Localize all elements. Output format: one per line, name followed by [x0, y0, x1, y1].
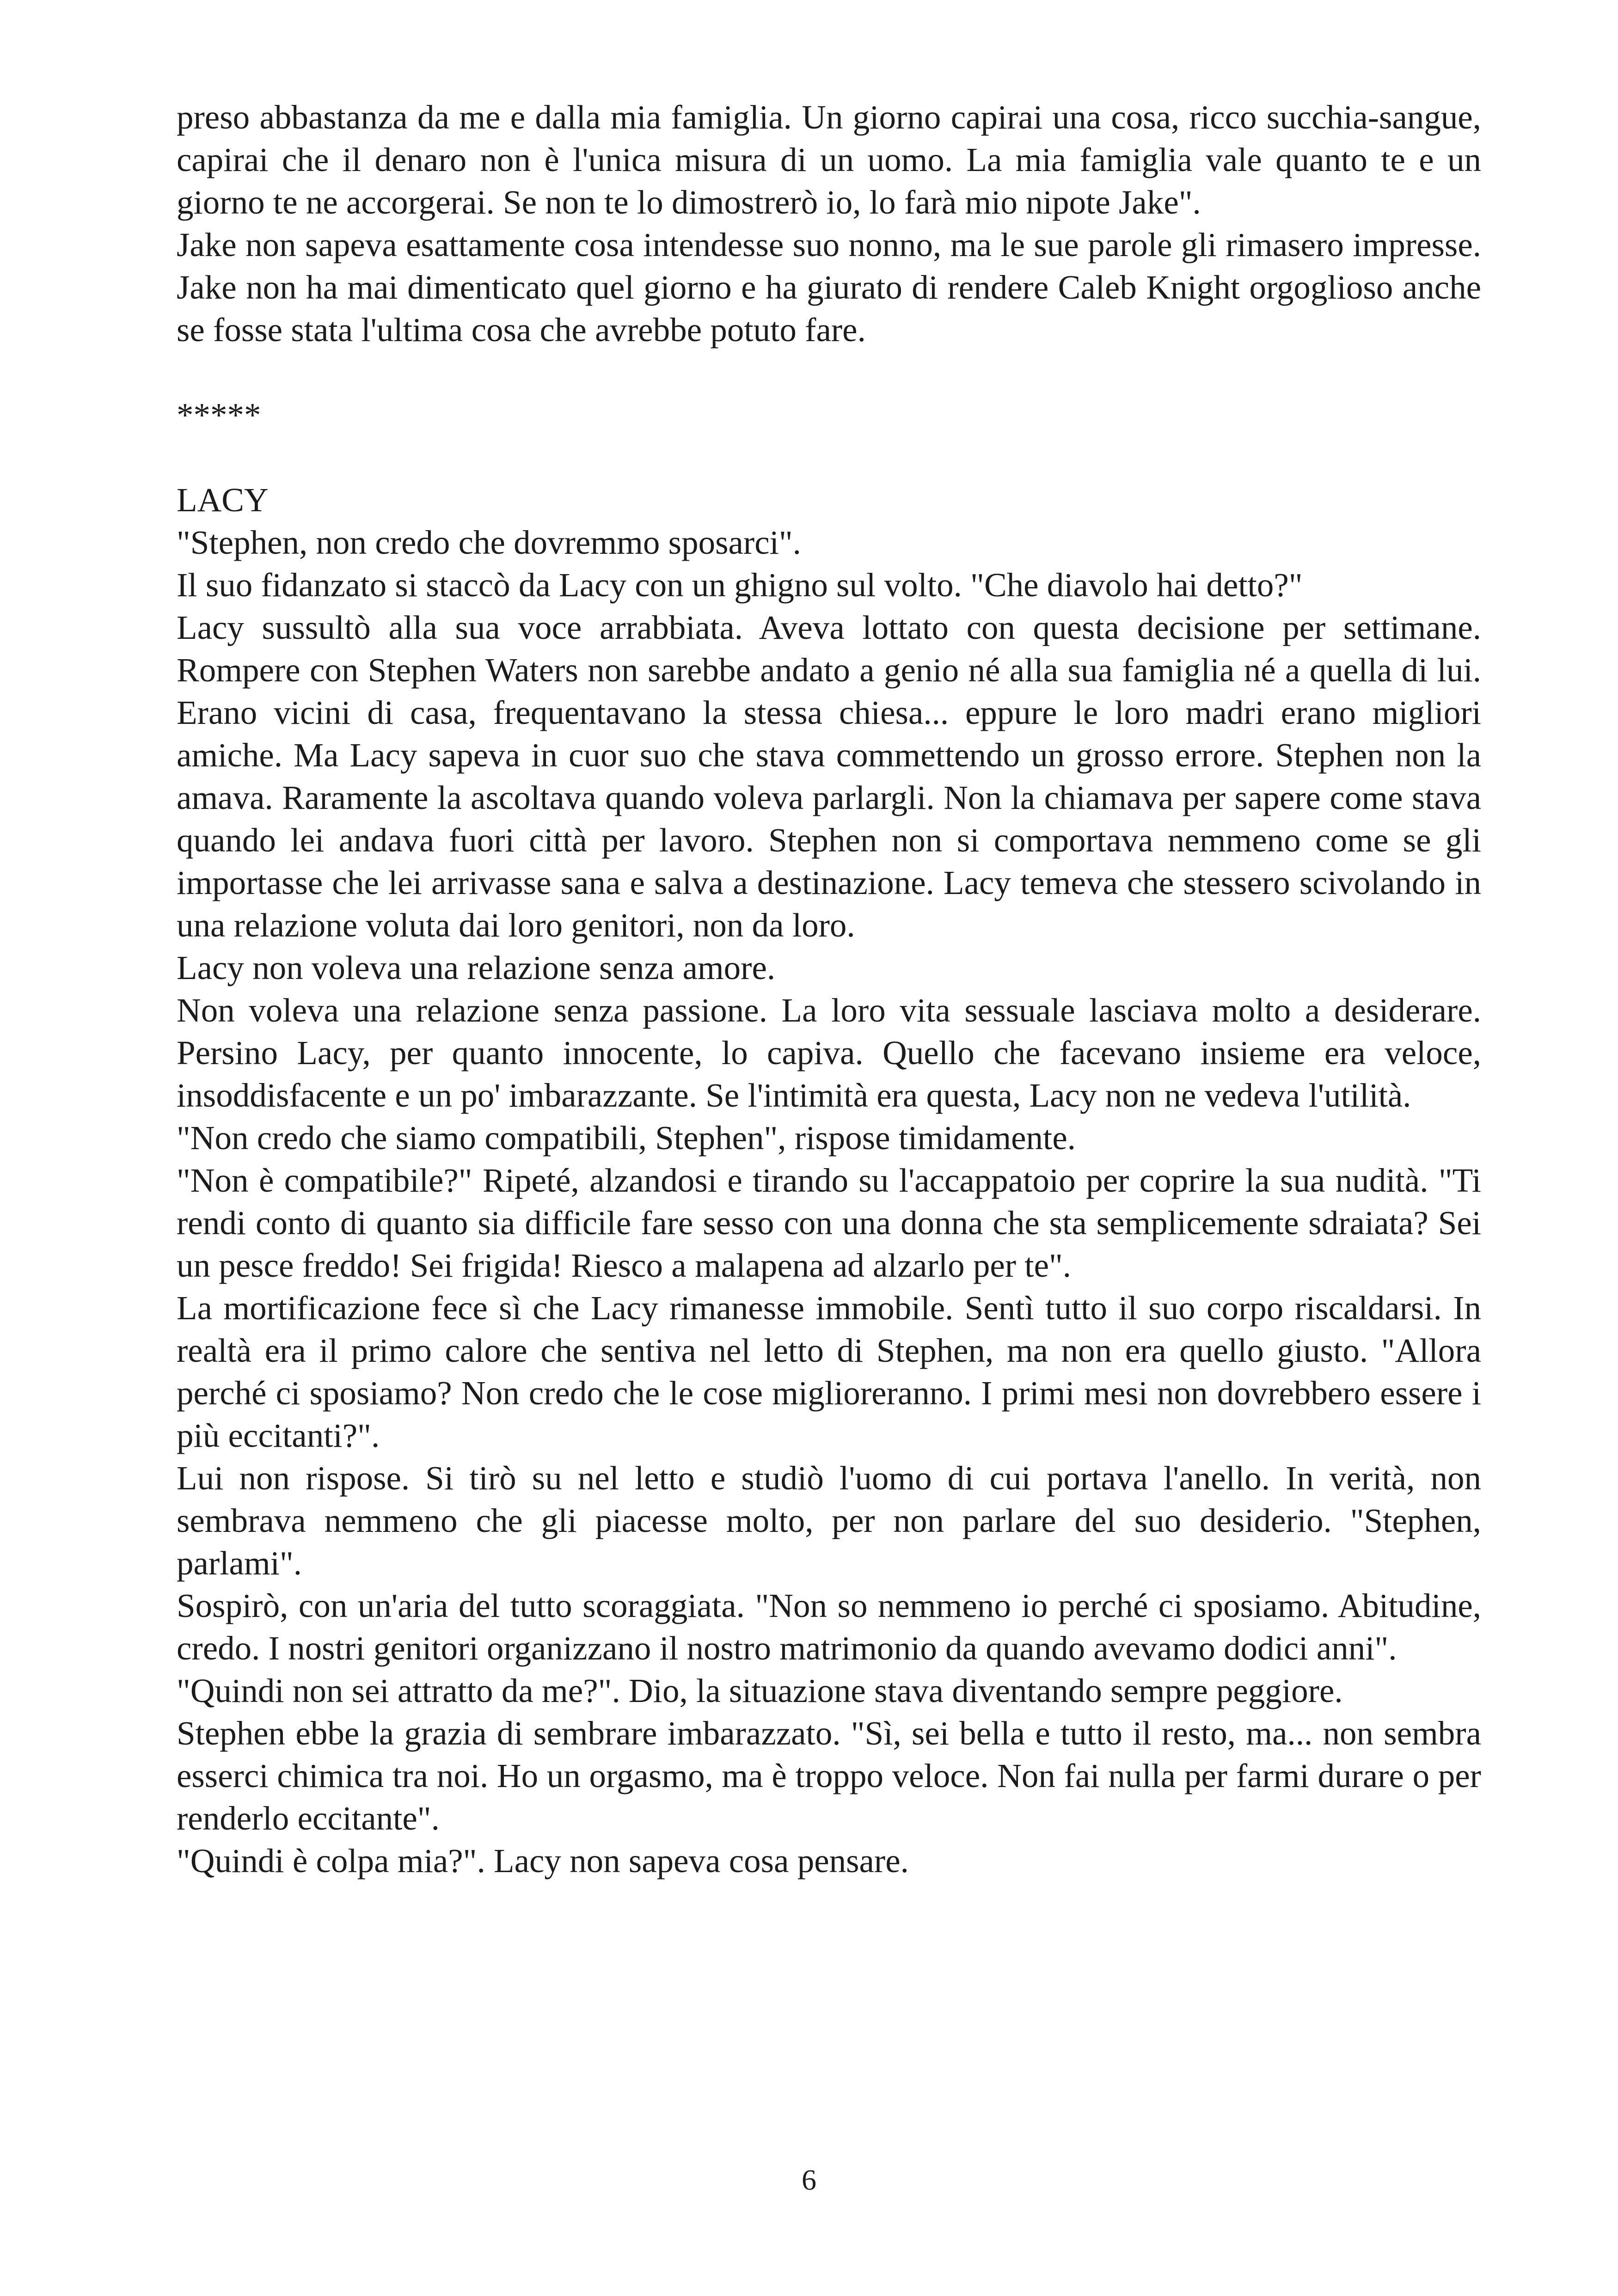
- blank-line: [177, 351, 1481, 394]
- paragraph: Stephen ebbe la grazia di sembrare imbarazzato. "Sì, sei bella e tutto il resto, ma... non sembra esserci chimica tra noi. Ho un orgasmo, ma è troppo veloce. Non fai nulla per farmi durare o per renderlo eccitante".: [177, 1714, 1481, 1837]
- paragraph: preso abbastanza da me e dalla mia famiglia. Un giorno capirai una cosa, ricco succhia-sangue, capirai che il denaro non è l'unica misura di un uomo. La mia famiglia vale quanto te e un giorno te ne accorgerai. Se non te lo dimostrerò io, lo farà mio nipote Jake".: [177, 98, 1481, 221]
- paragraph: "Quindi è colpa mia?". Lacy non sapeva cosa pensare.: [177, 1842, 909, 1880]
- paragraph: Lacy sussultò alla sua voce arrabbiata. Aveva lottato con questa decisione per settimane. Rompere con Stephen Waters non sarebbe andato a genio né alla sua famiglia né a quella di lui. Erano vicini di casa, frequentavano la stessa chiesa... eppure le loro madri erano migliori amiche. Ma Lacy sapeva in cuor suo che stava commettendo un grosso errore. Stephen non la amava. Raramente la ascoltava quando voleva parlargli. Non la chiamava per sapere come stava quando lei andava fuori città per lavoro. Stephen non si comportava nemmeno come se gli importasse che lei arrivasse sana e salva a destinazione. Lacy temeva che stessero scivolando in una relazione voluta dai loro genitori, non da loro.: [177, 609, 1481, 944]
- paragraph: La mortificazione fece sì che Lacy rimanesse immobile. Sentì tutto il suo corpo riscaldarsi. In realtà era il primo calore che sentiva nel letto di Stephen, ma non era quello giusto. "Allora perché ci sposiamo? Non credo che le cose miglioreranno. I primi mesi non dovrebbero essere i più eccitanti?".: [177, 1289, 1481, 1454]
- scene-break: *****: [177, 396, 261, 434]
- paragraph: "Quindi non sei attratto da me?". Dio, la situazione stava diventando sempre peggiore.: [177, 1672, 1343, 1709]
- page-number: 6: [802, 2163, 816, 2196]
- paragraph: Sospirò, con un'aria del tutto scoraggiata. "Non so nemmeno io perché ci sposiamo. Abitudine, credo. I nostri genitori organizzano il nostro matrimonio da quando avevamo dodici anni".: [177, 1587, 1481, 1667]
- paragraph: "Stephen, non credo che dovremmo sposarci".: [177, 524, 801, 561]
- paragraph: Il suo fidanzato si staccò da Lacy con un ghigno sul volto. "Che diavolo hai detto?": [177, 566, 1303, 604]
- paragraph: "Non è compatibile?" Ripeté, alzandosi e tirando su l'accappatoio per coprire la sua nudità. "Ti rendi conto di quanto sia difficile fare sesso con una donna che sta semplicemente sdraiata? Sei un pesce freddo! Sei frigida! Riesco a malapena ad alzarlo per te".: [177, 1162, 1481, 1284]
- paragraph: Lui non rispose. Si tirò su nel letto e studiò l'uomo di cui portava l'anello. In verità, non sembrava nemmeno che gli piacesse molto, per non parlare del suo desiderio. "Stephen, parlami".: [177, 1459, 1481, 1582]
- blank-line: [177, 436, 1481, 479]
- body-text: [177, 96, 1481, 1882]
- section-heading: LACY: [177, 481, 269, 519]
- paragraph: Non voleva una relazione senza passione. La loro vita sessuale lasciava molto a desiderare. Persino Lacy, per quanto innocente, lo capiva. Quello che facevano insieme era veloce, insoddisfacente e un po' imbarazzante. Se l'intimità era questa, Lacy non ne vedeva l'utilità.: [177, 992, 1481, 1114]
- paragraph: Lacy non voleva una relazione senza amore.: [177, 949, 776, 986]
- paragraph: Jake non sapeva esattamente cosa intendesse suo nonno, ma le sue parole gli rimasero impresse. Jake non ha mai dimenticato quel giorno e ha giurato di rendere Caleb Knight orgoglioso anche se fosse stata l'ultima cosa che avrebbe potuto fare.: [177, 226, 1481, 349]
- paragraph: "Non credo che siamo compatibili, Stephen", rispose timidamente.: [177, 1119, 1076, 1157]
